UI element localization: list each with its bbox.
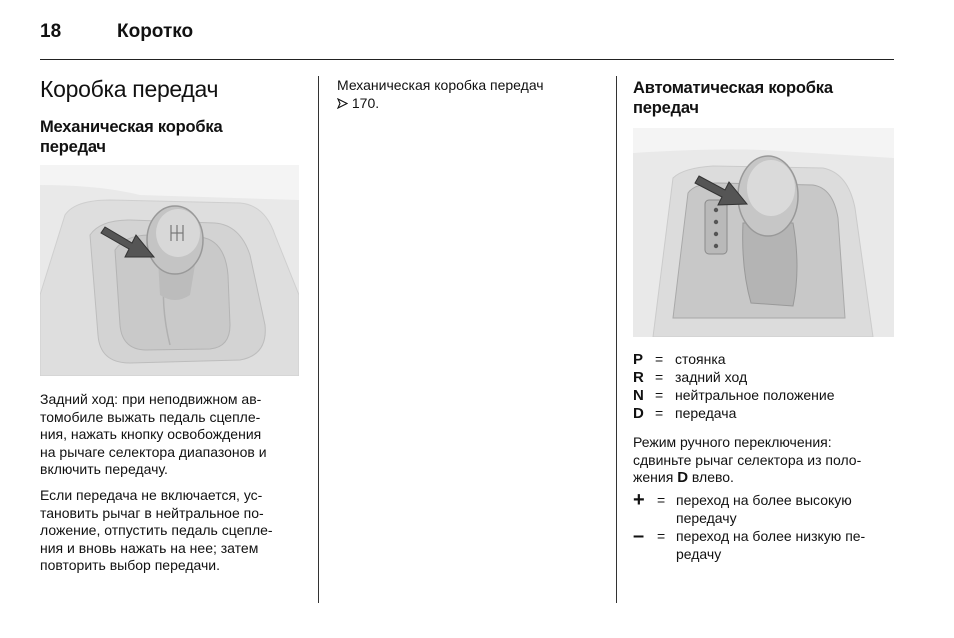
text-line: передачу xyxy=(676,509,737,526)
legend-equals: = xyxy=(657,492,666,508)
text-line: Режим ручного переключения: xyxy=(633,434,832,450)
text-line: ния, нажать кнопку освобождения xyxy=(40,426,262,443)
arrow-right-outline-icon xyxy=(337,98,348,109)
minus-icon: – xyxy=(633,525,645,547)
manual-reverse-paragraph xyxy=(40,391,302,479)
text-line: переход на более низкую пе- xyxy=(676,528,866,544)
legend-equals: = xyxy=(655,351,664,367)
text-fragment: влево. xyxy=(691,469,734,486)
legend-key: R xyxy=(633,369,644,386)
legend-value: задний ход xyxy=(675,369,748,385)
legend-value: передача xyxy=(675,405,737,421)
text-fragment: жения xyxy=(633,469,674,486)
legend-value: стоянка xyxy=(675,351,726,367)
manual-neutral-paragraph xyxy=(40,487,302,575)
legend-key: D xyxy=(633,405,644,422)
reference-link[interactable] xyxy=(337,95,597,113)
legend-equals: = xyxy=(655,369,664,385)
legend-equals: = xyxy=(655,405,664,421)
plus-icon: + xyxy=(633,489,645,511)
chapter-title: Коротко xyxy=(117,21,194,42)
downshift-description xyxy=(676,528,894,563)
automatic-gearbox-heading: Автоматическая коробка передач xyxy=(633,79,833,117)
reference-page: 170. xyxy=(351,94,380,111)
legend-equals: = xyxy=(657,528,666,544)
text-line: Задний ход: при неподвижном ав- xyxy=(40,391,262,407)
text-line: сдвиньте рычаг селектора из поло- xyxy=(633,451,862,468)
upshift-description xyxy=(676,492,894,527)
column-divider xyxy=(318,76,319,603)
legend-key: P xyxy=(633,351,644,368)
upshift-row xyxy=(633,489,895,528)
text-line: повторить выбор передачи. xyxy=(40,557,221,574)
text-line: Если передача не включается, ус- xyxy=(40,487,263,503)
legend-equals: = xyxy=(655,387,664,403)
text-line: ния и вновь нажать на нее; затем xyxy=(40,539,259,556)
manual-gearbox-heading: Механическая коробка передач xyxy=(40,118,223,156)
column-divider xyxy=(616,76,617,603)
text-line: ложение, отпустить педаль сцепле- xyxy=(40,522,273,539)
header-divider xyxy=(40,59,894,60)
text-line: редачу xyxy=(676,545,722,562)
cross-reference xyxy=(337,77,597,112)
page-number: 18 xyxy=(40,21,62,42)
automatic-gearbox-illustration xyxy=(633,128,894,337)
text-line: томобиле выжать педаль сцепле- xyxy=(40,408,261,425)
legend-value: нейтральное положение xyxy=(675,387,835,403)
text-line: переход на более высокую xyxy=(676,492,852,508)
legend-key: N xyxy=(633,387,644,404)
manual-gearbox-illustration xyxy=(40,165,299,376)
text-line: включить передачу. xyxy=(40,461,168,478)
text-line: тановить рычаг в нейтральное по- xyxy=(40,504,264,521)
text-line: на рычаге селектора диапазонов и xyxy=(40,443,267,460)
reference-text: Механическая коробка передач xyxy=(337,77,544,93)
section-title: Коробка передач xyxy=(40,76,219,102)
manual-mode-paragraph xyxy=(633,434,895,487)
gear-key-d: D xyxy=(677,469,689,487)
text-line xyxy=(633,469,895,487)
downshift-row xyxy=(633,525,895,564)
